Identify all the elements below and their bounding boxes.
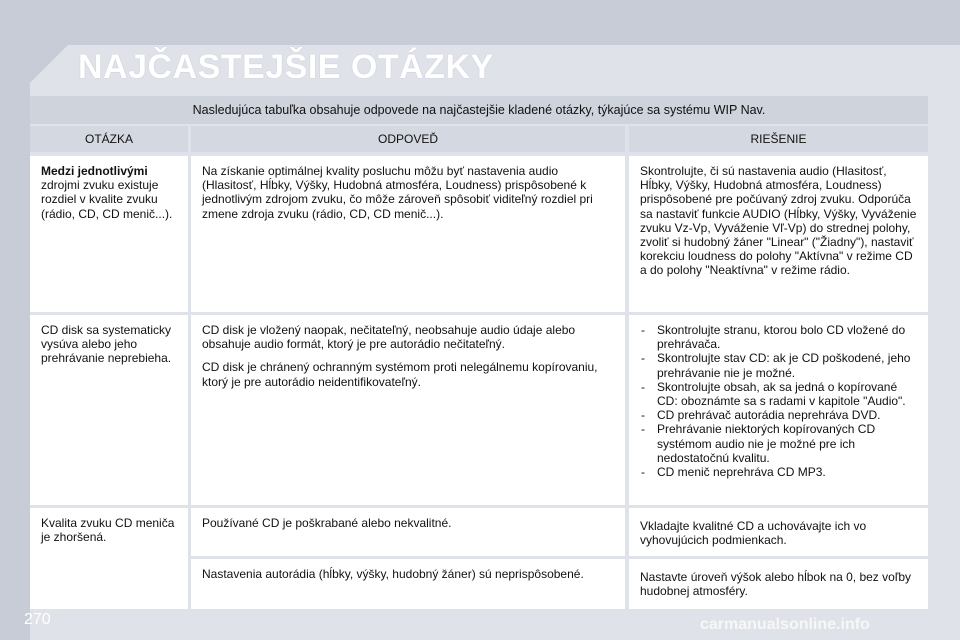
page-number: 270 — [24, 611, 51, 628]
page-title: NAJČASTEJŠIE OTÁZKY — [78, 48, 494, 86]
row3-answer-a-text: Používané CD je poškrabané alebo nekvalitné. — [202, 516, 452, 530]
row3-answer-b — [191, 559, 625, 609]
row2-solution-list — [640, 323, 918, 479]
row3-answer-a — [191, 508, 625, 556]
row1-question-bold: Medzi jednotlivými — [41, 164, 148, 178]
row3-question-text: Kvalita zvuku CD meniča je zhoršená. — [41, 516, 175, 545]
row2-solution — [629, 315, 928, 505]
row2-question-text: CD disk sa systematicky vysúva alebo jeho prehrávanie neprebieha. — [41, 323, 172, 366]
row3-solution-b — [629, 559, 928, 609]
list-item: - Skontrolujte obsah, ak sa jedná o kopírované CD: oboznámte sa s radami v kapitole "Audio". — [640, 380, 918, 408]
row2-answer-text-2: CD disk je chránený ochranným systémom proti nelegálnemu kopírovaniu, ktorý je pre autorádio neidentifikovateľný. — [202, 360, 598, 389]
row1-answer — [191, 156, 625, 312]
list-item: - Prehrávanie niektorých kopírovaných CD systémom audio nie je možné pre ich nedostatočnú kvalitu. — [640, 422, 918, 465]
row1-solution-text: Skontrolujte, či sú nastavenia audio (Hlasitosť, Hĺbky, Výšky, Hudobná atmosféra, Loudness) prispôsobené pre počúvaný zdroj zvuku. Odporúča sa nastaviť funkcie AUDIO (Hĺbky, Výšky, Vyváženie zvuku Vz-Vp, Vyváženie Vľ-Vp) do strednej polohy, zvoliť si hudobný žáner "Linear" ("Žiadny"), nastaviť korekciu loudness do polohy "Aktívna" v režime CD a do polohy "Neaktívna" v režime rádio. — [640, 164, 917, 278]
row3-solution-a — [629, 508, 928, 556]
header-answer: ODPOVEĎ — [191, 126, 625, 152]
list-item: - Skontrolujte stranu, ktorou bolo CD vložené do prehrávača. — [640, 323, 918, 351]
watermark: carmanualsonline.info — [700, 616, 870, 633]
row1-question-rest: zdrojmi zvuku existuje rozdiel v kvalite zvuku (rádio, CD, CD menič...). — [41, 178, 173, 221]
row1-answer-text: Na získanie optimálnej kvality posluchu môžu byť nastavenia audio (Hlasitosť, Hĺbky, Výšky, Hudobná atmosféra, Loudness) prispôsobené k jednotlivým zdrojom zvuku, čo môže zároveň spôsobiť viditeľný rozdiel pri zmene zdroja zvuku (rádio, CD, CD menič...). — [202, 164, 593, 221]
row3-question — [30, 508, 188, 609]
row2-question — [30, 315, 188, 505]
row3-solution-b-text: Nastavte úroveň výšok alebo hĺbok na 0, bez voľby hudobnej atmosféry. — [640, 570, 911, 599]
list-item: - CD menič neprehráva CD MP3. — [640, 465, 918, 479]
row3-answer-b-text: Nastavenia autorádia (hĺbky, výšky, hudobný žáner) sú neprispôsobené. — [202, 567, 584, 581]
row2-answer — [191, 315, 625, 505]
list-item: - CD prehrávač autorádia neprehráva DVD. — [640, 408, 918, 422]
header-solution: RIEŠENIE — [629, 126, 928, 152]
row3-solution-a-text: Vkladajte kvalitné CD a uchovávajte ich vo vyhovujúcich podmienkach. — [640, 519, 867, 548]
intro-text: Nasledujúca tabuľka obsahuje odpovede na najčastejšie kladené otázky, týkajúce sa systému WIP Nav. — [30, 96, 928, 124]
row2-answer-text-1: CD disk je vložený naopak, nečitateľný, neobsahuje audio údaje alebo obsahuje audio formát, ktorý je pre autorádio nečitateľný. — [202, 323, 576, 352]
header-question: OTÁZKA — [30, 126, 188, 152]
row1-question — [30, 156, 188, 312]
row1-solution — [629, 156, 928, 312]
list-item: - Skontrolujte stav CD: ak je CD poškodené, jeho prehrávanie nie je možné. — [640, 351, 918, 379]
